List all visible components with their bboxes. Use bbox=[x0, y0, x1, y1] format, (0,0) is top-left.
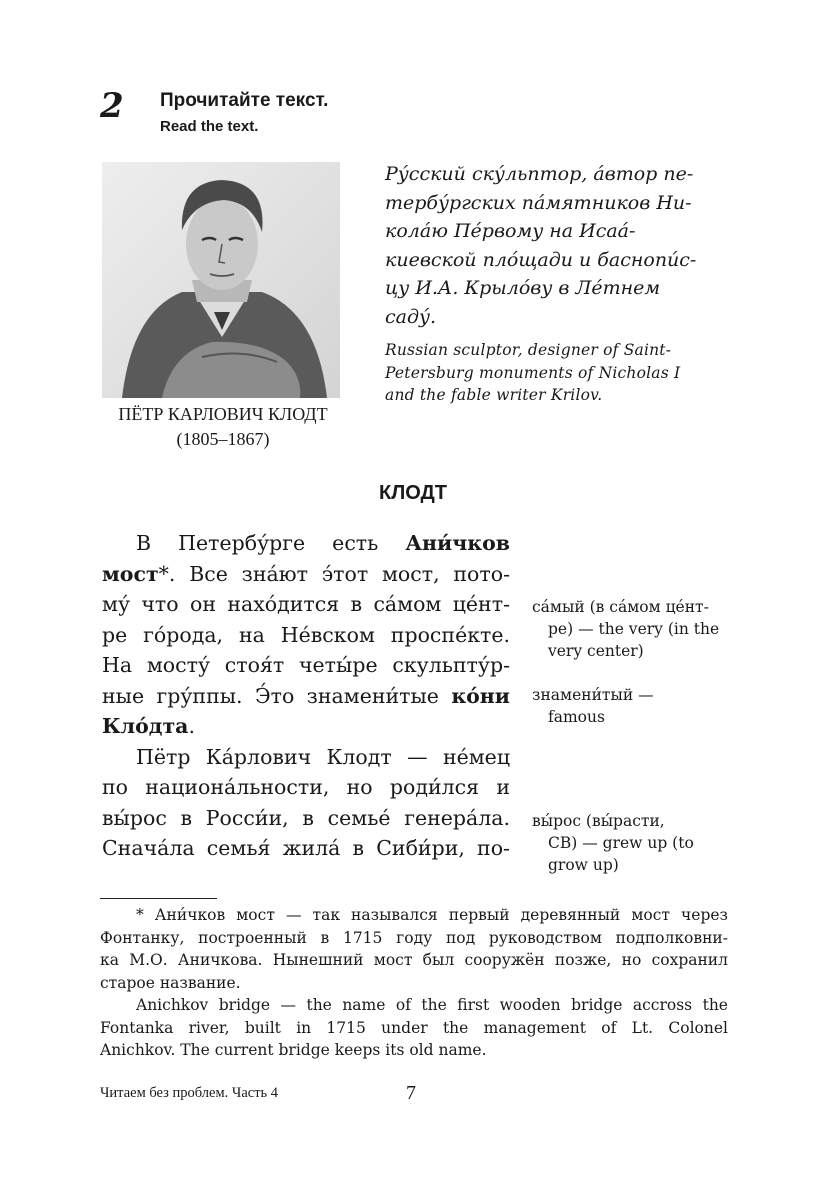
page-number: 7 bbox=[406, 1082, 416, 1104]
main-text bbox=[102, 528, 510, 864]
intro-line: Petersburg monuments of Nicholas I bbox=[385, 363, 681, 382]
intro-line: тербу́ргских па́мятников Ни- bbox=[385, 191, 692, 214]
gloss-znamenityi: знамени́тый — famous bbox=[532, 686, 654, 726]
intro-russian bbox=[385, 160, 730, 331]
portrait-caption bbox=[90, 402, 356, 452]
text-line: Кло́дта. bbox=[102, 714, 195, 738]
text-line: вы́рос в Росси́и, в семье́ генера́ла. bbox=[102, 805, 510, 830]
instruction-ru: Прочитайте текст. bbox=[160, 90, 329, 111]
text-line: мост*. Все зна́ют э́тот мост, пото- bbox=[102, 561, 510, 586]
text-line: по национа́льности, но роди́лся и bbox=[102, 775, 510, 799]
instruction-en: Read the text. bbox=[160, 118, 259, 135]
text-line: Снача́ла семья́ жила́ в Сиби́ри, по- bbox=[102, 836, 510, 860]
footnote-english: Anichkov bridge — the name of the first wooden bridge accross the Fontanka river, built in 1715 under the management of Lt. Colonel Anichkov. The current bridge keeps its old name. bbox=[100, 996, 728, 1059]
caption-name: ПЁТР КАРЛОВИЧ КЛОДТ bbox=[118, 404, 328, 424]
intro-line: цу И.А. Крыло́ву в Ле́тнем bbox=[385, 277, 661, 299]
text-line: В Петербу́рге есть Ани́чков bbox=[136, 531, 510, 555]
text-title: КЛОДТ bbox=[379, 482, 447, 504]
caption-years: (1805–1867) bbox=[176, 429, 270, 449]
intro-line: Russian sculptor, designer of Saint- bbox=[385, 341, 672, 359]
gloss-vyros: вы́рос (вы́расти, СВ) — grew up (to grow up) bbox=[532, 812, 694, 874]
intro-line: саду́. bbox=[385, 305, 437, 328]
text-line: му́ что он нахо́дится в са́мом це́нт- bbox=[102, 592, 510, 616]
intro-line: and the fable writer Krilov. bbox=[385, 386, 603, 404]
text-line: ре го́рода, на Не́вском проспе́кте. bbox=[102, 622, 510, 647]
text-line: Пётр Ка́рлович Клодт — не́мец bbox=[136, 744, 510, 769]
intro-line: Ру́сский ску́льптор, а́втор пе- bbox=[385, 163, 694, 185]
intro-english bbox=[385, 339, 730, 407]
footnote-divider bbox=[100, 898, 217, 899]
intro-line: кола́ю Пе́рвому на Исаа́- bbox=[385, 220, 636, 242]
intro-line: киевской пло́щади и баснопи́с- bbox=[385, 248, 697, 271]
text-line: На мосту́ стоя́т четы́ре скульпту́р- bbox=[102, 653, 510, 677]
text-line: ные гру́ппы. Э́то знамени́тые ко́ни bbox=[102, 683, 510, 708]
book-title: Читаем без проблем. Часть 4 bbox=[100, 1085, 279, 1101]
exercise-number: 2 bbox=[100, 86, 124, 126]
gloss-samyi: са́мый (в са́мом це́нт- ре) — the very (in the very center) bbox=[532, 598, 720, 660]
footnote-russian: * Ани́чков мост — так назывался первый деревянный мост через Фонтанку, построенный в 1715 году под руководством подполковни- ка М.О. Аничкова. Нынешний мост был сооружён позже, но сохранил старое название. bbox=[100, 906, 728, 992]
portrait-image bbox=[102, 162, 340, 398]
